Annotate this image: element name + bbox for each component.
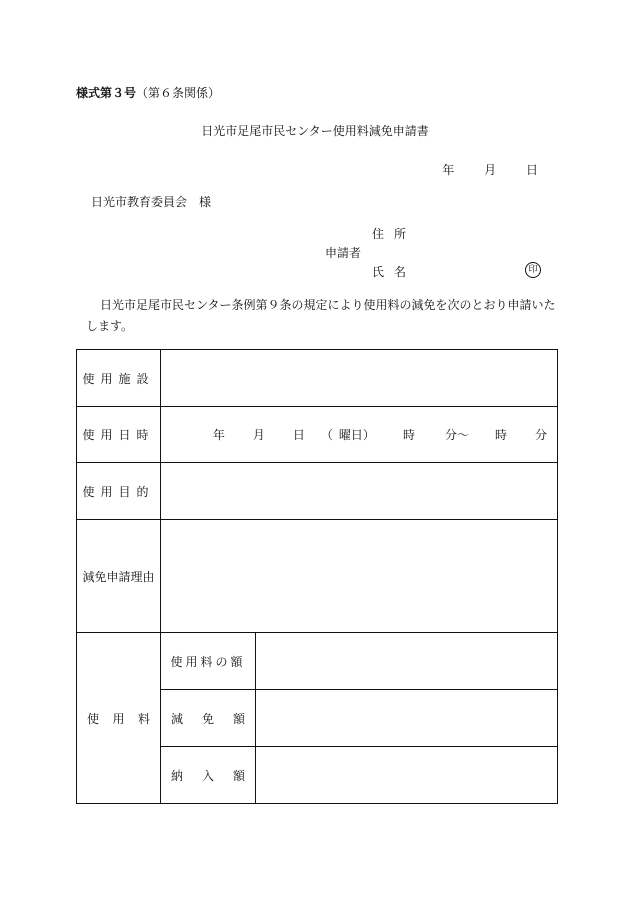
form-relation: （第６条関係） xyxy=(136,86,221,100)
purpose-field[interactable] xyxy=(161,463,558,520)
payment-label-text xyxy=(161,767,255,784)
date-year[interactable]: 年 xyxy=(442,163,455,177)
date-month[interactable]: 月 xyxy=(484,163,497,177)
exemption-label-text xyxy=(161,710,255,727)
facility-row xyxy=(77,350,558,407)
exemption-char-3: 額 xyxy=(232,711,245,726)
form-number-label: 様式第３号 xyxy=(76,86,137,100)
payment-field[interactable] xyxy=(256,747,558,804)
dt-month: 月 xyxy=(252,428,265,442)
fee-char-1: 使 xyxy=(87,711,100,726)
date-day[interactable]: 日 xyxy=(525,163,538,177)
name-label: 氏名 xyxy=(372,265,417,279)
reason-field[interactable] xyxy=(161,520,558,633)
exemption-label xyxy=(161,690,256,747)
fee-char-2: 用 xyxy=(112,711,125,726)
purpose-label: 使用目的 xyxy=(77,463,161,520)
application-statement: 日光市足尾市民センター条例第９条の規定により使用料の減免を次のとおり申請いたします。 xyxy=(86,298,556,333)
fee-amount-field[interactable] xyxy=(256,633,558,690)
applicant-label: 申請者 xyxy=(325,246,362,260)
facility-label: 使用施設 xyxy=(77,350,161,407)
dt-end-minute: 分 xyxy=(534,428,547,442)
reason-label: 減免申請理由 xyxy=(77,520,161,633)
fee-label xyxy=(77,633,161,804)
dt-weekday: 曜日） xyxy=(338,428,375,442)
payment-char-2: 入 xyxy=(201,768,214,783)
payment-char-1: 納 xyxy=(171,768,184,783)
datetime-field[interactable] xyxy=(161,407,558,463)
address-label: 住所 xyxy=(372,227,417,241)
datetime-row xyxy=(77,407,558,463)
exemption-char-1: 減 xyxy=(171,711,184,726)
reason-row xyxy=(77,520,558,633)
form-number xyxy=(76,84,220,101)
addressee: 日光市教育委員会 様 xyxy=(91,195,212,209)
exemption-field[interactable] xyxy=(256,690,558,747)
document-title: 日光市足尾市民センター使用料減免申請書 xyxy=(201,124,429,138)
purpose-row xyxy=(77,463,558,520)
dt-end-hour: 時 xyxy=(494,428,507,442)
dt-day: 日 xyxy=(292,428,305,442)
payment-char-3: 額 xyxy=(232,768,245,783)
fee-label-text xyxy=(77,710,160,727)
facility-field[interactable] xyxy=(161,350,558,407)
dt-start-hour: 時 xyxy=(402,428,415,442)
dt-paren-open: （ xyxy=(320,428,333,442)
application-form-table xyxy=(76,349,558,804)
datetime-label: 使用日時 xyxy=(77,407,161,463)
fee-amount-row xyxy=(77,633,558,690)
seal-mark: 印 xyxy=(525,262,541,278)
dt-start-minute: 分～ xyxy=(444,428,469,442)
exemption-char-2: 免 xyxy=(201,711,214,726)
application-date xyxy=(416,161,538,178)
fee-char-3: 料 xyxy=(137,711,150,726)
fee-amount-label: 使用料の額 xyxy=(161,633,256,690)
payment-label xyxy=(161,747,256,804)
dt-year: 年 xyxy=(212,428,225,442)
